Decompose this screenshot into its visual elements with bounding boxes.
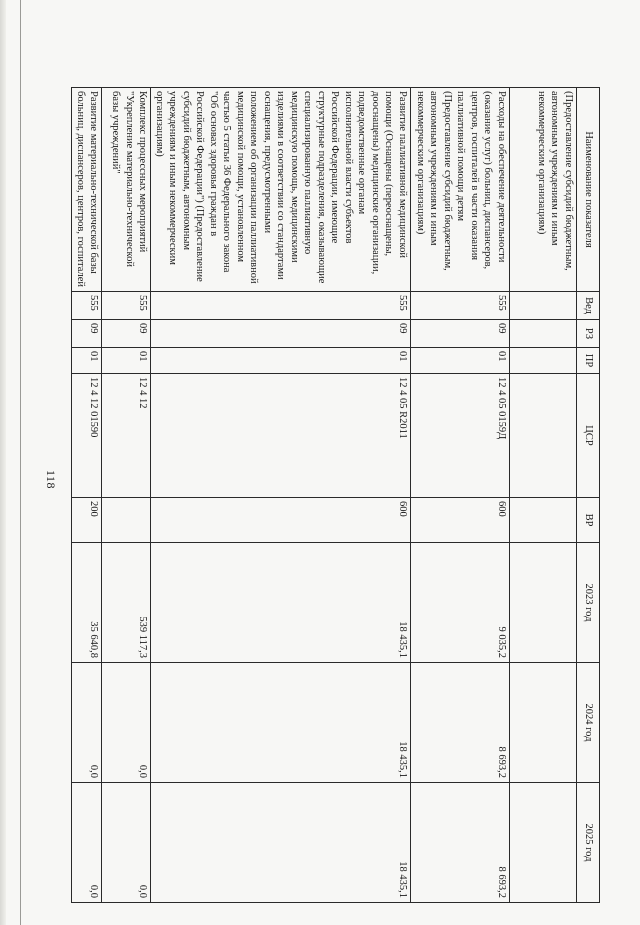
cell-2023: 9 035,2 (411, 543, 510, 663)
cell-pr: 01 (72, 348, 102, 374)
cell-csr (510, 374, 577, 498)
cell-2024 (510, 663, 577, 783)
cell-csr: 12 4 12 01590 (72, 374, 102, 498)
table-row (510, 88, 577, 903)
header-2024: 2024 год (577, 663, 600, 783)
cell-ved: 555 (102, 292, 151, 320)
cell-ved: 555 (151, 292, 411, 320)
header-name: Наименование показателя (577, 88, 600, 292)
header-2025: 2025 год (577, 783, 600, 903)
cell-vr: 600 (411, 498, 510, 543)
cell-ved: 555 (411, 292, 510, 320)
header-2023: 2023 год (577, 543, 600, 663)
cell-csr: 12 4 05 R2011 (151, 374, 411, 498)
cell-2024: 18 435,1 (151, 663, 411, 783)
cell-pr: 01 (102, 348, 151, 374)
cell-2023: 18 435,1 (151, 543, 411, 663)
scan-fold-line (20, 0, 21, 925)
cell-name: Развитие материально-технической базы больниц, диспансеров, центров, госпиталей (72, 88, 102, 292)
cell-ved: 555 (72, 292, 102, 320)
cell-2023 (510, 543, 577, 663)
cell-vr (102, 498, 151, 543)
table-header-row (577, 88, 600, 903)
cell-name: (Предоставление субсидий бюджетным, автономным учреждениям и иным некоммерческим организациям) (510, 88, 577, 292)
cell-name: Комплекс процессных мероприятий "Укрепление материально-технической базы учреждений" (102, 88, 151, 292)
header-pr: ПР (577, 348, 600, 374)
header-csr: ЦСР (577, 374, 600, 498)
cell-csr: 12 4 12 (102, 374, 151, 498)
cell-pr (510, 348, 577, 374)
header-vr: ВР (577, 498, 600, 543)
budget-table (72, 87, 601, 903)
page-number: 118 (44, 470, 58, 490)
cell-2025: 0,0 (72, 783, 102, 903)
cell-rz: 09 (102, 320, 151, 348)
cell-name: Расходы на обеспечение деятельности (оказание услуг) больниц, диспансеров, центров, госпиталей в части оказания паллиативной помощи детям (Предоставление субсидий бюджетным, автономным учреждениям и иным некоммерческим организациям) (411, 88, 510, 292)
table-row (151, 88, 411, 903)
cell-ved (510, 292, 577, 320)
table-row (102, 88, 151, 903)
header-rz: РЗ (577, 320, 600, 348)
cell-pr: 01 (151, 348, 411, 374)
cell-2023: 35 640,8 (72, 543, 102, 663)
cell-rz: 09 (151, 320, 411, 348)
header-ved: Вед (577, 292, 600, 320)
table-row (411, 88, 510, 903)
cell-2025: 18 435,1 (151, 783, 411, 903)
cell-2024: 8 693,2 (411, 663, 510, 783)
cell-name: Развитие паллиативной медицинской помощи (Оснащены (переоснащены, дооснащены) медицинские организации, подведомственные органам исполнительной власти субъектов Российской Федерации, имеющие структурные подразделения, оказывающие специализированную паллиативную медицинскую помощь, медицинскими изделиями в соответствии со стандартами оснащения, предусмотренными положением об организации паллиативной медицинской помощи, установленном частью 5 статьи 36 Федерального закона "Об основах здоровья граждан в Российской Федерации") (Предоставление субсидий бюджетным, автономным учреждениям и иным некоммерческим организациям) (151, 88, 411, 292)
cell-2025: 0,0 (102, 783, 151, 903)
cell-vr: 200 (72, 498, 102, 543)
cell-2025: 8 693,2 (411, 783, 510, 903)
cell-rz: 09 (72, 320, 102, 348)
cell-rz: 09 (411, 320, 510, 348)
scan-edge (0, 0, 6, 925)
cell-2023: 539 117,3 (102, 543, 151, 663)
cell-pr: 01 (411, 348, 510, 374)
table-row (72, 88, 102, 903)
cell-2024: 0,0 (102, 663, 151, 783)
cell-2025 (510, 783, 577, 903)
cell-csr: 12 4 05 0159Д (411, 374, 510, 498)
cell-rz (510, 320, 577, 348)
rotated-table-sheet (75, 87, 600, 902)
cell-2024: 0,0 (72, 663, 102, 783)
cell-vr: 600 (151, 498, 411, 543)
cell-vr (510, 498, 577, 543)
